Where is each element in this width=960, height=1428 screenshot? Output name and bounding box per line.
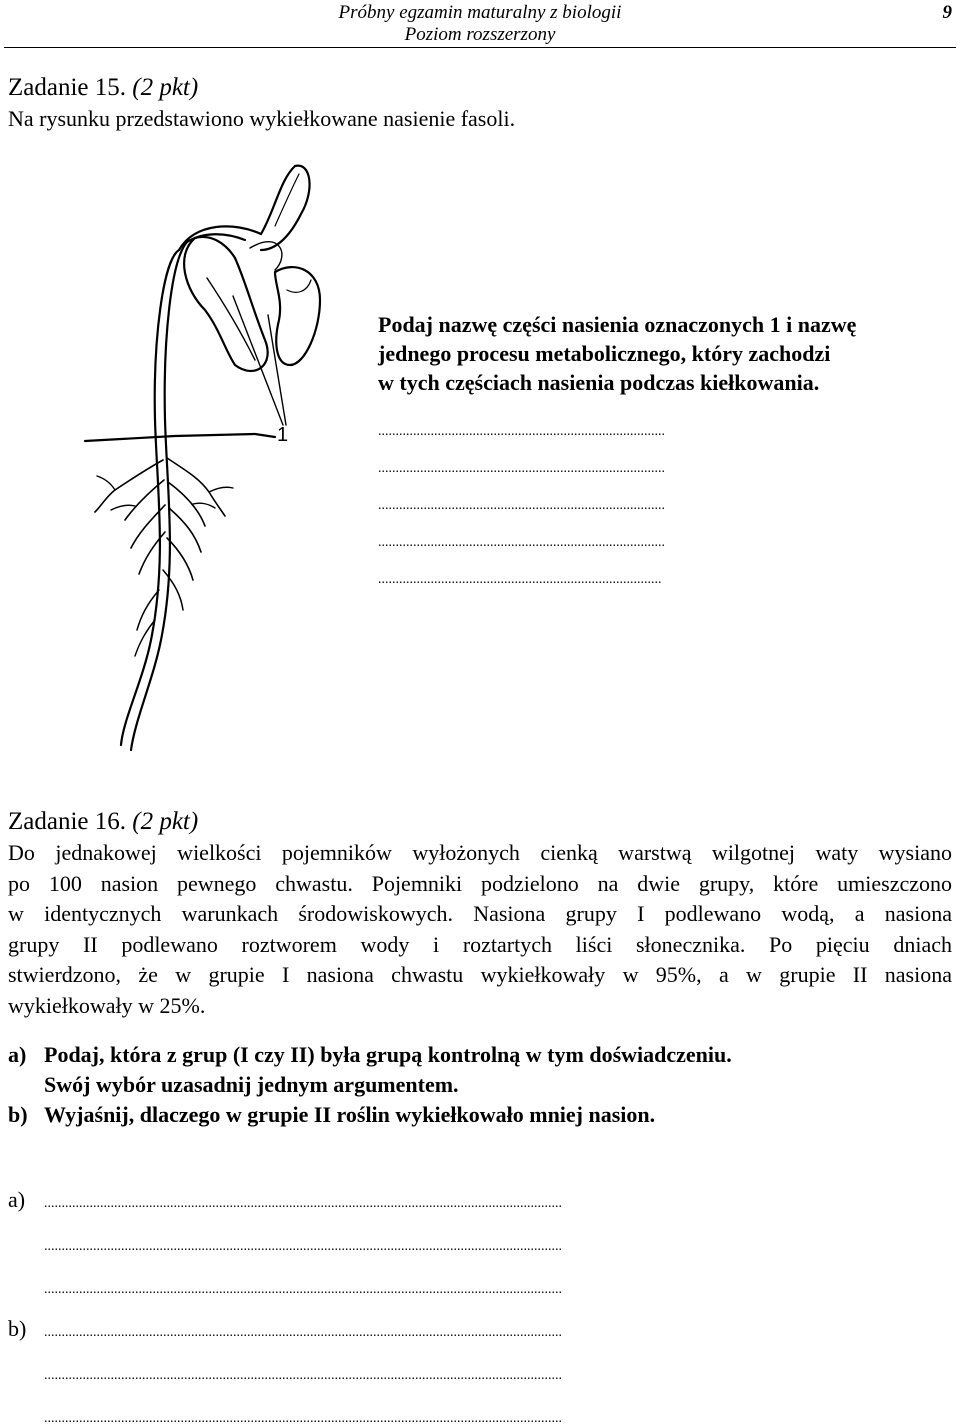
answer-line[interactable]: ..................................................................................	[378, 462, 665, 476]
task16-questions	[8, 1040, 952, 1130]
question-b-line: Wyjaśnij, dlaczego w grupie II roślin wykiełkowało mniej nasion.	[44, 1102, 656, 1127]
answer-a-mark: a)	[8, 1187, 26, 1212]
answer-b-row[interactable]	[8, 1299, 952, 1342]
task15-question-line: Podaj nazwę części nasienia oznaczonych 1 i nazwę	[378, 312, 857, 337]
exam-title: Próbny egzamin maturalny z biologii	[338, 2, 622, 23]
cotyledon-1	[184, 237, 268, 371]
task15-question	[378, 310, 934, 397]
question-a	[8, 1040, 952, 1100]
task15-number: Zadanie 15.	[8, 74, 127, 101]
paragraph-line: wykiełkowały w 25%.	[8, 992, 206, 1018]
answer-a-row[interactable]	[8, 1213, 952, 1256]
answer-a-row[interactable]	[8, 1170, 952, 1213]
paragraph-line: po 100 nasion pewnego chwastu. Pojemniki podzielono na dwie grupy, które umieszczono	[8, 870, 952, 896]
task16-paragraph	[8, 838, 952, 1021]
answer-line[interactable]: ....................................................................................................................................................	[44, 1325, 562, 1340]
question-b	[8, 1100, 952, 1130]
answer-line[interactable]: ....................................................................................................................................................	[44, 1282, 562, 1297]
leaf-top	[261, 166, 310, 250]
question-a-line: Swój wybór uzasadnij jednym argumentem.	[44, 1072, 459, 1097]
answer-line[interactable]: ..................................................................................	[378, 499, 665, 513]
paragraph-line: Do jednakowej wielkości pojemników wyłożonych cienką warstwą wilgotnej waty wysiano	[8, 840, 952, 865]
task16-answer-area	[8, 1170, 952, 1428]
task15-intro: Na rysunku przedstawiono wykiełkowane nasienie fasoli.	[8, 106, 516, 131]
task15-points: (2 pkt)	[132, 74, 199, 101]
paragraph-line: w identycznych warunkach środowiskowych. Nasiona grupy I podlewano wodą, a nasiona	[8, 901, 952, 926]
answer-line[interactable]: ....................................................................................................................................................	[44, 1239, 562, 1254]
paragraph-line: grupy II podlewano roztworem wody i roztartych liści słonecznika. Po pięciu dniach	[8, 931, 952, 957]
task16-points: (2 pkt)	[132, 808, 199, 835]
task16-number: Zadanie 16.	[8, 808, 127, 835]
paragraph-line: stwierdzono, że w grupie I nasiona chwastu wykiełkowały w 95%, a w grupie II nasiona	[8, 962, 952, 987]
page-number: 9	[942, 2, 952, 23]
question-a-mark: a)	[8, 1042, 27, 1067]
figure-label-1: 1	[277, 424, 289, 446]
exam-level: Poziom rozszerzony	[404, 24, 556, 45]
answer-line[interactable]: ....................................................................................................................................................	[44, 1196, 562, 1211]
question-a-line: Podaj, która z grup (I czy II) była grupą kontrolną w tym doświadczeniu.	[44, 1042, 732, 1067]
soil-line	[85, 434, 275, 441]
answer-b-row[interactable]	[8, 1342, 952, 1385]
question-b-mark: b)	[8, 1102, 28, 1127]
answer-line[interactable]: ....................................................................................................................................................	[44, 1411, 562, 1426]
answer-line[interactable]: ..................................................................................	[378, 536, 665, 550]
task15-title	[8, 74, 198, 102]
answer-b-row[interactable]	[8, 1385, 952, 1428]
header-rule	[4, 47, 956, 48]
answer-b-mark: b)	[8, 1316, 27, 1341]
task15-answer-area[interactable]	[378, 425, 934, 610]
task16-title	[8, 808, 198, 836]
answer-a-row[interactable]	[8, 1256, 952, 1299]
answer-line[interactable]: ....................................................................................................................................................	[44, 1368, 562, 1383]
cotyledon-2	[275, 267, 320, 365]
task15-question-line: jednego procesu metabolicznego, który zachodzi	[378, 341, 831, 366]
answer-line[interactable]: .................................................................................	[378, 573, 662, 587]
answer-line[interactable]: ..................................................................................	[378, 425, 665, 439]
page-header	[0, 0, 960, 50]
task15-question-line: w tych częściach nasienia podczas kiełkowania.	[378, 370, 820, 395]
bean-seedling-drawing	[75, 160, 365, 760]
